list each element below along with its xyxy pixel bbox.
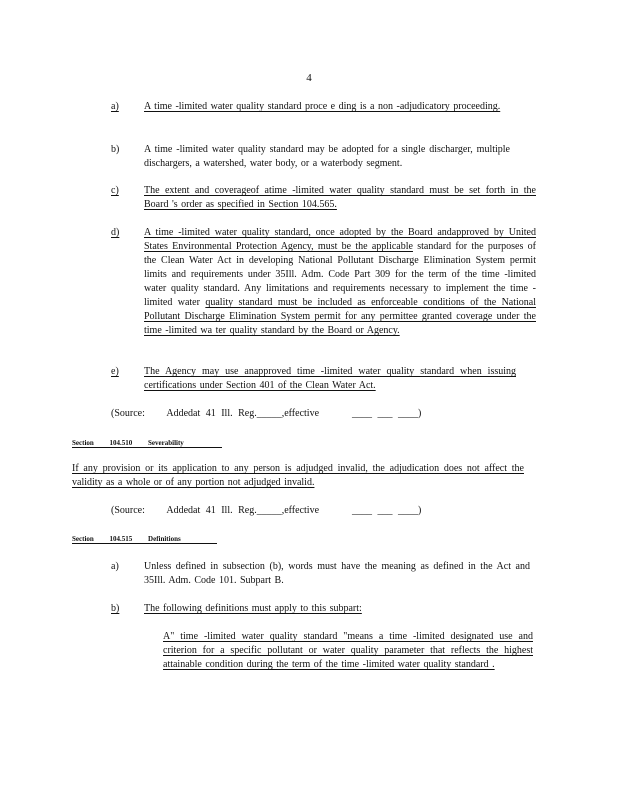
- item-e-label: e): [111, 366, 119, 377]
- item-d-text: A time -limited water quality standard, once adopted by the Board andapproved by United States Environmental Protection Agency, must be the applicable standard for the purposes of the Clean Water Act in developing National Pollutant Discharge Elimination System permit limits and requirements under 35Ill. Adm. Code Part 309 for the term of the time -limited water quality standard. Any limitations and requirements necessary to implement the time -limited water quality standard must be included as enforceable conditions of the National Pollutant Discharge Elimination System permit for any permittee granted coverage under the time -limited wa ter quality standard by the Board or Agency.: [144, 227, 537, 336]
- item-d-label: d): [111, 227, 120, 238]
- page-number: 4: [306, 72, 312, 84]
- section-515-heading: Section 104.515 Definitions: [72, 535, 181, 543]
- source-note-1: (Source: Addedat 41 Ill. Reg._____,effective ____ ___ ____): [111, 408, 422, 419]
- def-item-a-text: Unless defined in subsection (b), words must have the meaning as defined in the Act and 35Ill. Adm. Code 101. Subpart B.: [144, 561, 530, 586]
- section-510-heading: Section 104.510 Severability: [72, 439, 184, 447]
- item-a-text: A time -limited water quality standard proce e ding is a non -adjudicatory proceeding.: [144, 101, 501, 112]
- def-item-b-label: b): [111, 603, 120, 614]
- section-515-rule: [72, 543, 217, 544]
- definition-text: A" time -limited water quality standard "means a time -limited designated use and criterion for a specific pollutant or water quality parameter that reflects the highest attainable condition during the term of the time -limited water quality standard .: [163, 631, 533, 670]
- severability-text: If any provision or its application to any person is adjudged invalid, the adjudication does not affect the validity as a whole or of any portion not adjudged invalid.: [72, 463, 524, 488]
- section-510-rule: [72, 447, 222, 448]
- item-b-label: b): [111, 144, 120, 155]
- item-c-text: The extent and coverageof atime -limited water quality standard must be set forth in the Board 's order as specified in Section 104.565.: [144, 185, 536, 210]
- source-note-2: (Source: Addedat 41 Ill. Reg._____,effective ____ ___ ____): [111, 505, 422, 516]
- def-item-b-text: The following definitions must apply to this subpart:: [144, 603, 362, 614]
- item-c-label: c): [111, 185, 119, 196]
- item-e-text: The Agency may use anapproved time -limited water quality standard when issuing certifications under Section 401 of the Clean Water Act.: [144, 366, 516, 391]
- item-a-label: a): [111, 101, 119, 112]
- item-b-text: A time -limited water quality standard may be adopted for a single discharger, multiple dischargers, a watershed, water body, or a waterbody segment.: [144, 144, 510, 169]
- def-item-a-label: a): [111, 561, 119, 572]
